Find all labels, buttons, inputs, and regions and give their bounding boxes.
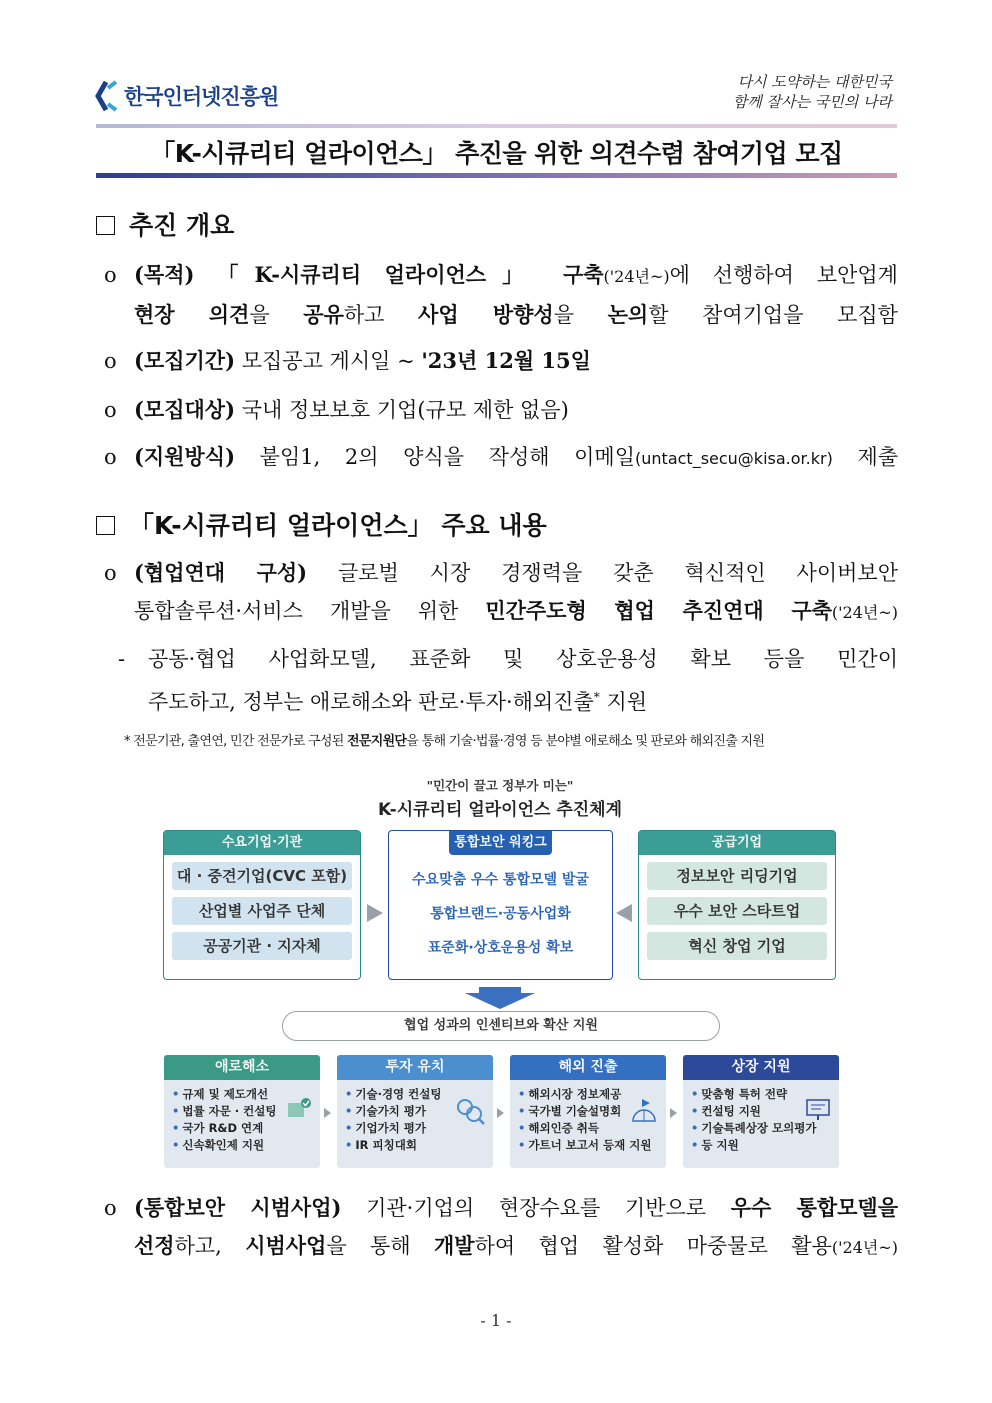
alliance-diagram [160,770,840,1175]
support-card: 투자 유치 • 기술·경영 컨설팅 • 기술가치 평가 • 기업가치 평가 • IR 피칭대회 [337,1055,493,1168]
section-heading-overview: 추진 개요 [96,206,234,242]
period-paragraph: o (모집기간) 모집공고 게시일 ~ '23년 12월 15일 [104,348,591,373]
support-card: 애로해소 • 규제 및 제도개선 • 법률 자문 · 컨설팅 • 국가 R&D 연계 • 신속확인제 지원 [164,1055,320,1168]
demand-item: 공공기관 · 지자체 [172,932,352,960]
document-check-icon [286,1097,312,1121]
workgroup-item: 통합브랜드·공동사업화 [430,906,571,922]
workgroup-box: 통합보안 워킹그룹 수요맞춤 우수 통합모델 발굴 통합브랜드·공동사업화 표준화·상호운용성 확보 [388,830,613,980]
method-paragraph: o (지원방식) 붙임1, 2의 양식을 작성해 이메일(untact_secu@kisa.or.kr) 제출 [104,444,899,469]
slogan: 다시 도약하는 대한민국 함께 잘사는 국민의 나라 [732,73,892,111]
kisa-logo [92,76,278,116]
demand-item: 산업별 사업주 단체 [172,897,352,925]
support-card: 해외 진출 • 해외시장 정보제공 • 국가별 기술설명회 • 해외인증 취득 • 가트너 보고서 등재 지원 [510,1055,666,1168]
workgroup-item: 수요맞춤 우수 통합모델 발굴 [412,872,589,888]
workgroup-item: 표준화·상호운용성 확보 [427,940,574,956]
supply-item: 우수 보안 스타트업 [647,897,827,925]
supply-item: 정보보안 리딩기업 [647,862,827,890]
support-card: 상장 지원 • 맞춤형 특허 전략 • 컨설팅 지원 • 기술특례상장 모의평가 • 등 지원 [683,1055,839,1168]
arrow-right-icon [670,1108,677,1118]
title-bar [96,124,897,178]
certificate-icon [805,1097,831,1121]
target-paragraph: o (모집대상) 국내 정보보호 기업(규모 제한 없음) [104,397,569,422]
demand-item: 대 · 중견기업(CVC 포함) [172,862,352,890]
globe-plane-icon [630,1097,658,1123]
diagram-subtitle: "민간이 끌고 정부가 미는" [426,778,574,793]
org-name: 한국인터넷진흥원 [124,85,279,109]
purpose-paragraph: o (목적) 「K-시큐리티 얼라이언스」 구축('24년~)에 선행하여 보안업계 현장 의견을 공유하고 사업 방향성을 논의할 참여기업을 모집함 [104,262,898,327]
coop-detail: - 공동·협업 사업화모델, 표준화 및 상호운용성 확보 등을 민간이 주도하고, 정부는 애로해소와 판로·투자·해외진출* 지원 [118,647,898,714]
arrow-right-icon [497,1108,504,1118]
arrow-down-icon [465,987,535,1009]
diagram-title: K-시큐리티 얼라이언스 추진체계 [377,800,623,820]
supply-box: 공급기업 정보보안 리딩기업 우수 보안 스타트업 혁신 창업 기업 [638,830,836,980]
page-number: - 1 - [480,1311,512,1330]
footnote: * 전문기관, 출연연, 민간 전문가로 구성된 전문지원단을 통해 기술·법률·경영 등 분야별 애로해소 및 판로와 해외진출 지원 [124,734,765,749]
checkbox-square-icon [96,216,115,235]
coop-paragraph: o (협업연대 구성) 글로벌 시장 경쟁력을 갖춘 혁신적인 사이버보안 통합솔루션·서비스 개발을 위한 민간주도형 협업 추진연대 구축('24년~) [104,560,898,623]
magnifier-won-icon [455,1097,485,1125]
arrow-right-icon [324,1108,331,1118]
page-title: 「K-시큐리티 얼라이언스」 추진을 위한 의견수렴 참여기업 모집 [150,139,843,168]
supply-item: 혁신 창업 기업 [647,932,827,960]
demand-box: 수요기업·기관 대 · 중견기업(CVC 포함) 산업별 사업주 단체 공공기관 · 지자체 [163,830,361,980]
arrow-right-icon [367,904,383,922]
pilot-paragraph: o (통합보안 시범사업) 기관·기업의 현장수요를 기반으로 우수 통합모델을 선정하고, 시범사업을 통해 개발하여 협업 활성화 마중물로 활용('24년~) [104,1195,898,1258]
support-banner: 협업 성과의 인센티브와 확산 지원 [282,1011,720,1041]
checkbox-square-icon [96,516,115,535]
kisa-mark-icon [92,80,120,112]
section-heading-contents: 「K-시큐리티 얼라이언스」 주요 내용 [96,506,547,542]
arrow-left-icon [616,904,632,922]
